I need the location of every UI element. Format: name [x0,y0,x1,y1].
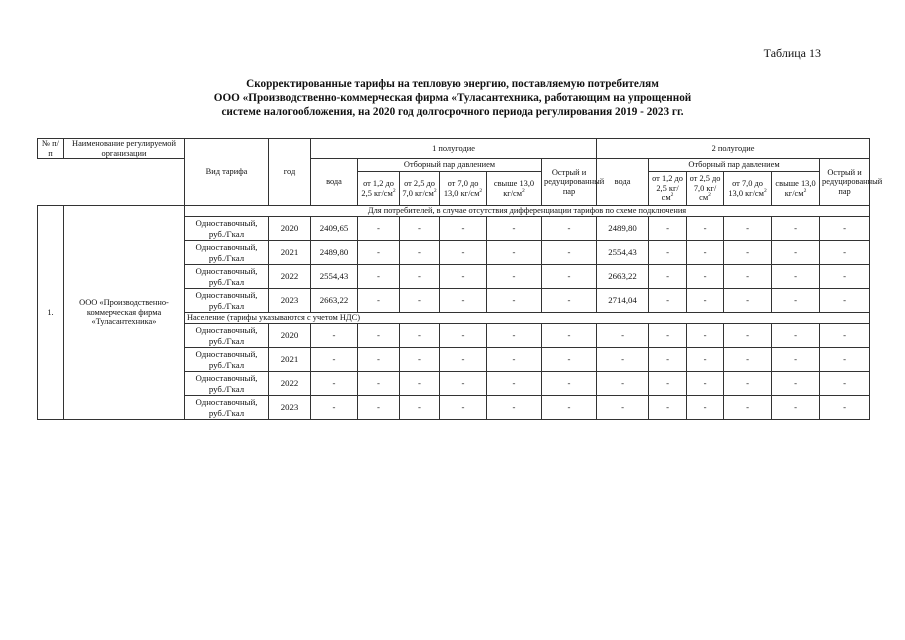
value-cell-shb: - [820,265,870,289]
value-cell-p3a: - [440,241,487,265]
value-cell-p2a: - [400,348,440,372]
value-cell-p2a: - [400,289,440,313]
header-p1-a: от 1,2 до 2,5 $кг/см^2$ [358,172,400,206]
value-cell-water1: 2663,22 [311,289,358,313]
value-cell-p4a: - [487,396,542,420]
value-cell-p1a: - [358,324,400,348]
value-cell-shb: - [820,324,870,348]
value-cell-p2a: - [400,396,440,420]
value-cell-p3a: - [440,396,487,420]
header-steam-group-2: Отборный пар давлением [649,159,820,172]
year-cell: 2022 [269,372,311,396]
value-cell-p1b: - [649,289,687,313]
value-cell-p4a: - [487,217,542,241]
value-cell-p2a: - [400,372,440,396]
value-cell-sha: - [542,348,597,372]
value-cell-p3b: - [724,324,772,348]
title-line-3: системе налогообложения, на 2020 год долгосрочного периода регулирования 2019 - 2023 гг. [221,105,684,118]
value-cell-p2b: - [687,241,724,265]
value-cell-p3a: - [440,217,487,241]
title-line-1: Скорректированные тарифы на тепловую энергию, поставляемую потребителям [246,78,659,90]
section-caption: Население (тарифы указываются с учетом НДС) [185,313,870,324]
value-cell-p1b: - [649,396,687,420]
value-cell-p4b: - [772,324,820,348]
year-cell: 2020 [269,217,311,241]
header-p3-b: от 7,0 до 13,0 $кг/см^2$ [724,172,772,206]
value-cell-p4b: - [772,396,820,420]
value-cell-sha: - [542,217,597,241]
year-cell: 2021 [269,348,311,372]
header-blank-left [38,159,185,206]
value-cell-p3b: - [724,372,772,396]
header-p4-a: свыше 13,0 $кг/см^2$ [487,172,542,206]
value-cell-p3a: - [440,348,487,372]
value-cell-p1b: - [649,372,687,396]
header-row-1 [38,139,870,159]
value-cell-sha: - [542,289,597,313]
value-cell-shb: - [820,396,870,420]
value-cell-p3b: - [724,265,772,289]
value-cell-p3b: - [724,241,772,265]
value-cell-p4b: - [772,217,820,241]
value-cell-shb: - [820,241,870,265]
value-cell-p3b: - [724,217,772,241]
value-cell-shb: - [820,372,870,396]
header-p3-a: от 7,0 до 13,0 $кг/см^2$ [440,172,487,206]
value-cell-p2b: - [687,324,724,348]
value-cell-water2: - [597,372,649,396]
header-row-2 [38,159,870,172]
value-cell-p1a: - [358,289,400,313]
tariff-type-cell: Одноставочный, руб./Гкал [185,372,269,396]
value-cell-water2: 2554,43 [597,241,649,265]
value-cell-p2a: - [400,324,440,348]
tariff-type-cell: Одноставочный, руб./Гкал [185,217,269,241]
value-cell-water2: 2714,04 [597,289,649,313]
section-caption: Для потребителей, в случае отсутствия дифференциации тарифов по схеме подключения [185,206,870,217]
value-cell-p1a: - [358,372,400,396]
tariff-type-cell: Одноставочный, руб./Гкал [185,348,269,372]
header-sharp-steam-2: Острый и редуцированный пар [820,159,870,206]
value-cell-p1b: - [649,217,687,241]
value-cell-shb: - [820,348,870,372]
value-cell-p1a: - [358,348,400,372]
tariff-type-cell: Одноставочный, руб./Гкал [185,396,269,420]
value-cell-p3a: - [440,324,487,348]
value-cell-water2: 2663,22 [597,265,649,289]
value-cell-p1b: - [649,348,687,372]
value-cell-sha: - [542,265,597,289]
tariff-type-cell: Одноставочный, руб./Гкал [185,324,269,348]
value-cell-water1: 2554,43 [311,265,358,289]
value-cell-p3b: - [724,289,772,313]
value-cell-p2b: - [687,289,724,313]
value-cell-p2b: - [687,348,724,372]
header-p4-b: свыше 13,0 $кг/см^2$ [772,172,820,206]
tariff-table [37,138,883,420]
value-cell-sha: - [542,372,597,396]
value-cell-p2b: - [687,217,724,241]
header-water-1: вода [311,159,358,206]
header-steam-group-1: Отборный пар давлением [358,159,542,172]
header-p2-b: от 2,5 до 7,0 $кг/см^2$ [687,172,724,206]
value-cell-p1b: - [649,265,687,289]
value-cell-water1: 2409,65 [311,217,358,241]
value-cell-p2b: - [687,396,724,420]
value-cell-p3b: - [724,396,772,420]
value-cell-p1b: - [649,241,687,265]
tariff-type-cell: Одноставочный, руб./Гкал [185,289,269,313]
value-cell-p3a: - [440,372,487,396]
value-cell-p4a: - [487,348,542,372]
value-cell-p4b: - [772,265,820,289]
value-cell-p4a: - [487,372,542,396]
year-cell: 2020 [269,324,311,348]
header-org-name: Наименование регулируемой организации [64,139,185,159]
value-cell-shb: - [820,289,870,313]
value-cell-p4a: - [487,324,542,348]
value-cell-p3b: - [724,348,772,372]
value-cell-p2b: - [687,265,724,289]
value-cell-p1b: - [649,324,687,348]
value-cell-shb: - [820,217,870,241]
header-half-2: 2 полугодие [597,139,870,159]
value-cell-p1a: - [358,265,400,289]
value-cell-p4a: - [487,289,542,313]
value-cell-sha: - [542,324,597,348]
header-half-1: 1 полугодие [311,139,597,159]
value-cell-water2: - [597,396,649,420]
header-p2-a: от 2,5 до 7,0 $кг/см^2$ [400,172,440,206]
value-cell-p3a: - [440,265,487,289]
year-cell: 2021 [269,241,311,265]
value-cell-p2b: - [687,372,724,396]
value-cell-p1a: - [358,241,400,265]
year-cell: 2023 [269,289,311,313]
value-cell-sha: - [542,396,597,420]
value-cell-p4b: - [772,348,820,372]
section-caption-row [38,206,870,217]
tariff-type-cell: Одноставочный, руб./Гкал [185,265,269,289]
year-cell: 2022 [269,265,311,289]
value-cell-water2: - [597,324,649,348]
value-cell-p4a: - [487,241,542,265]
value-cell-p4b: - [772,241,820,265]
document-title [0,78,905,119]
header-water-2: вода [597,159,649,206]
value-cell-p1a: - [358,396,400,420]
value-cell-p2a: - [400,241,440,265]
header-p1-b: от 1,2 до 2,5 $кг/см^2$ [649,172,687,206]
value-cell-water1: - [311,324,358,348]
table-number: Таблица 13 [763,46,821,60]
header-tariff-type: Вид тарифа [185,139,269,206]
value-cell-sha: - [542,241,597,265]
header-sharp-steam-1: Острый и редуцированный пар [542,159,597,206]
value-cell-p4b: - [772,372,820,396]
value-cell-p2a: - [400,217,440,241]
value-cell-water1: - [311,372,358,396]
value-cell-water2: 2489,80 [597,217,649,241]
value-cell-p3a: - [440,289,487,313]
value-cell-p4a: - [487,265,542,289]
value-cell-water1: - [311,348,358,372]
value-cell-water1: - [311,396,358,420]
value-cell-water2: - [597,348,649,372]
header-year: год [269,139,311,206]
value-cell-p2a: - [400,265,440,289]
title-line-2: ООО «Производственно-коммерческая фирма «Туласантехника, работающим на упрощенной [213,91,692,104]
value-cell-water1: 2489,80 [311,241,358,265]
tariff-type-cell: Одноставочный, руб./Гкал [185,241,269,265]
year-cell: 2023 [269,396,311,420]
org-number: 1. [38,206,64,420]
header-num: № п/п [38,139,64,159]
org-name: ООО «Производственно-коммерческая фирма «Туласантехника» [64,206,185,420]
value-cell-p4b: - [772,289,820,313]
value-cell-p1a: - [358,217,400,241]
